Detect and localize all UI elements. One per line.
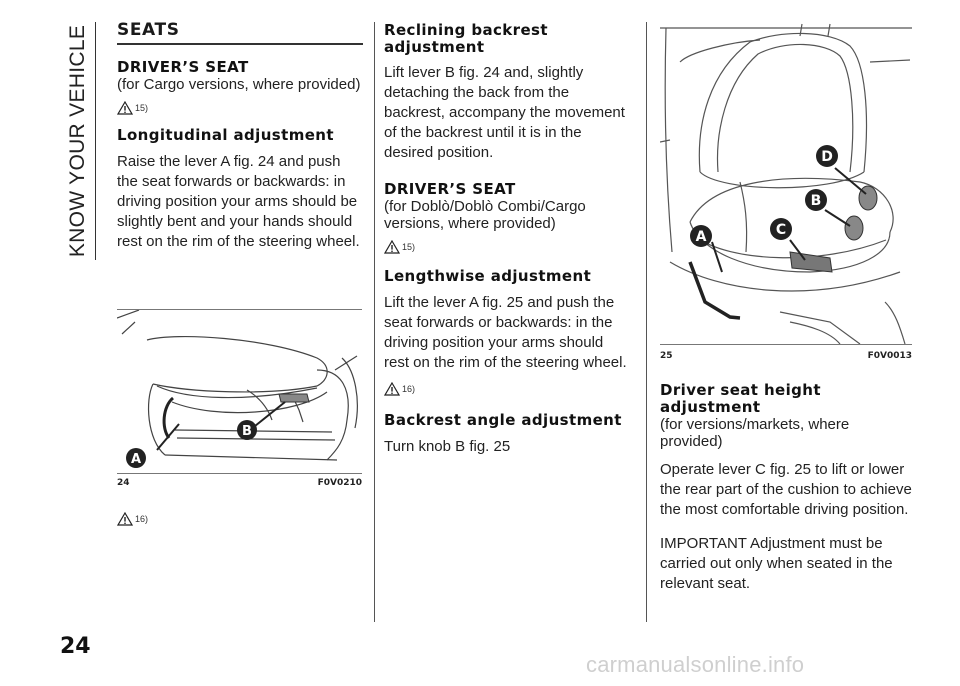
driver-seat-2-subheading: (for Doblò/Doblò Combi/Cargo versions, where provided)	[384, 198, 586, 232]
warning-reference	[384, 378, 630, 400]
svg-text:A: A	[695, 229, 707, 245]
figure-code: F0V0013	[867, 351, 912, 361]
reclining-text: Lift lever B fig. 24 and, slightly detaching the back from the backrest, accompany the movement of the backrest until it is in the desired position.	[384, 64, 625, 161]
backrest-angle-text: Turn knob B fig. 25	[384, 438, 511, 455]
sidebar-title-text: KNOW YOUR VEHICLE	[66, 24, 90, 258]
sidebar-divider	[95, 22, 96, 260]
figure-number: 24	[117, 478, 130, 488]
warning-triangle-icon	[117, 512, 133, 526]
lengthwise-text: Lift the lever A fig. 25 and push the seat forwards or backwards: in the driving position your arms should rest on the rim of the steering wheel.	[384, 294, 627, 371]
column-3-text	[660, 382, 912, 594]
svg-text:B: B	[242, 424, 252, 439]
page-number: 24	[60, 634, 91, 659]
important-note: IMPORTANT Adjustment must be carried out only when seated in the relevant seat.	[660, 535, 893, 592]
longitudinal-heading: Longitudinal adjustment	[117, 126, 334, 144]
lengthwise-heading: Lengthwise adjustment	[384, 267, 592, 285]
seat-side-illustration	[117, 310, 362, 473]
longitudinal-text: Raise the lever A fig. 24 and push the seat forwards or backwards: in driving position your arms should be slightly bent and your hands should rest on the rim of the steering wheel.	[117, 153, 360, 250]
warning-reference	[117, 508, 148, 530]
svg-text:D: D	[821, 149, 833, 165]
sidebar-title	[58, 22, 98, 260]
warning-ref-text: 15)	[135, 103, 149, 113]
column-1	[117, 20, 363, 252]
height-adjustment-text: Operate lever C fig. 25 to lift or lower the rear part of the cushion to achieve the most comfortable driving position.	[660, 461, 912, 518]
seat-front-illustration	[660, 22, 912, 344]
section-title: SEATS	[117, 20, 363, 45]
figure-code: F0V0210	[317, 478, 362, 488]
warning-triangle-icon	[384, 382, 400, 396]
warning-ref-text: 16)	[135, 514, 149, 524]
svg-text:B: B	[810, 193, 822, 209]
column-divider-1	[374, 22, 375, 622]
driver-seat-subheading: (for Cargo versions, where provided)	[117, 76, 361, 93]
warning-ref-text: 16)	[402, 384, 416, 394]
driver-seat-heading: DRIVER’S SEAT	[117, 58, 249, 76]
column-divider-2	[646, 22, 647, 622]
warning-reference	[384, 236, 630, 258]
warning-ref-text: 15)	[402, 242, 416, 252]
figure-24-caption	[117, 478, 362, 488]
driver-seat-2-heading: DRIVER’S SEAT	[384, 180, 516, 198]
figure-number: 25	[660, 351, 673, 361]
figure-24-image	[117, 309, 362, 474]
height-adjustment-subheading: (for versions/markets, where provided)	[660, 416, 850, 450]
backrest-angle-heading: Backrest angle adjustment	[384, 411, 622, 429]
reclining-heading: Reclining backrest adjustment	[384, 21, 548, 56]
watermark: carmanualsonline.info	[586, 652, 805, 677]
warning-reference	[117, 97, 363, 119]
figure-25-image	[660, 22, 912, 345]
warning-triangle-icon	[117, 101, 133, 115]
column-2	[384, 22, 630, 457]
warning-triangle-icon	[384, 240, 400, 254]
svg-text:A: A	[130, 452, 142, 467]
figure-25-caption	[660, 351, 912, 361]
height-adjustment-heading: Driver seat height adjustment	[660, 381, 821, 416]
svg-text:C: C	[775, 222, 787, 238]
